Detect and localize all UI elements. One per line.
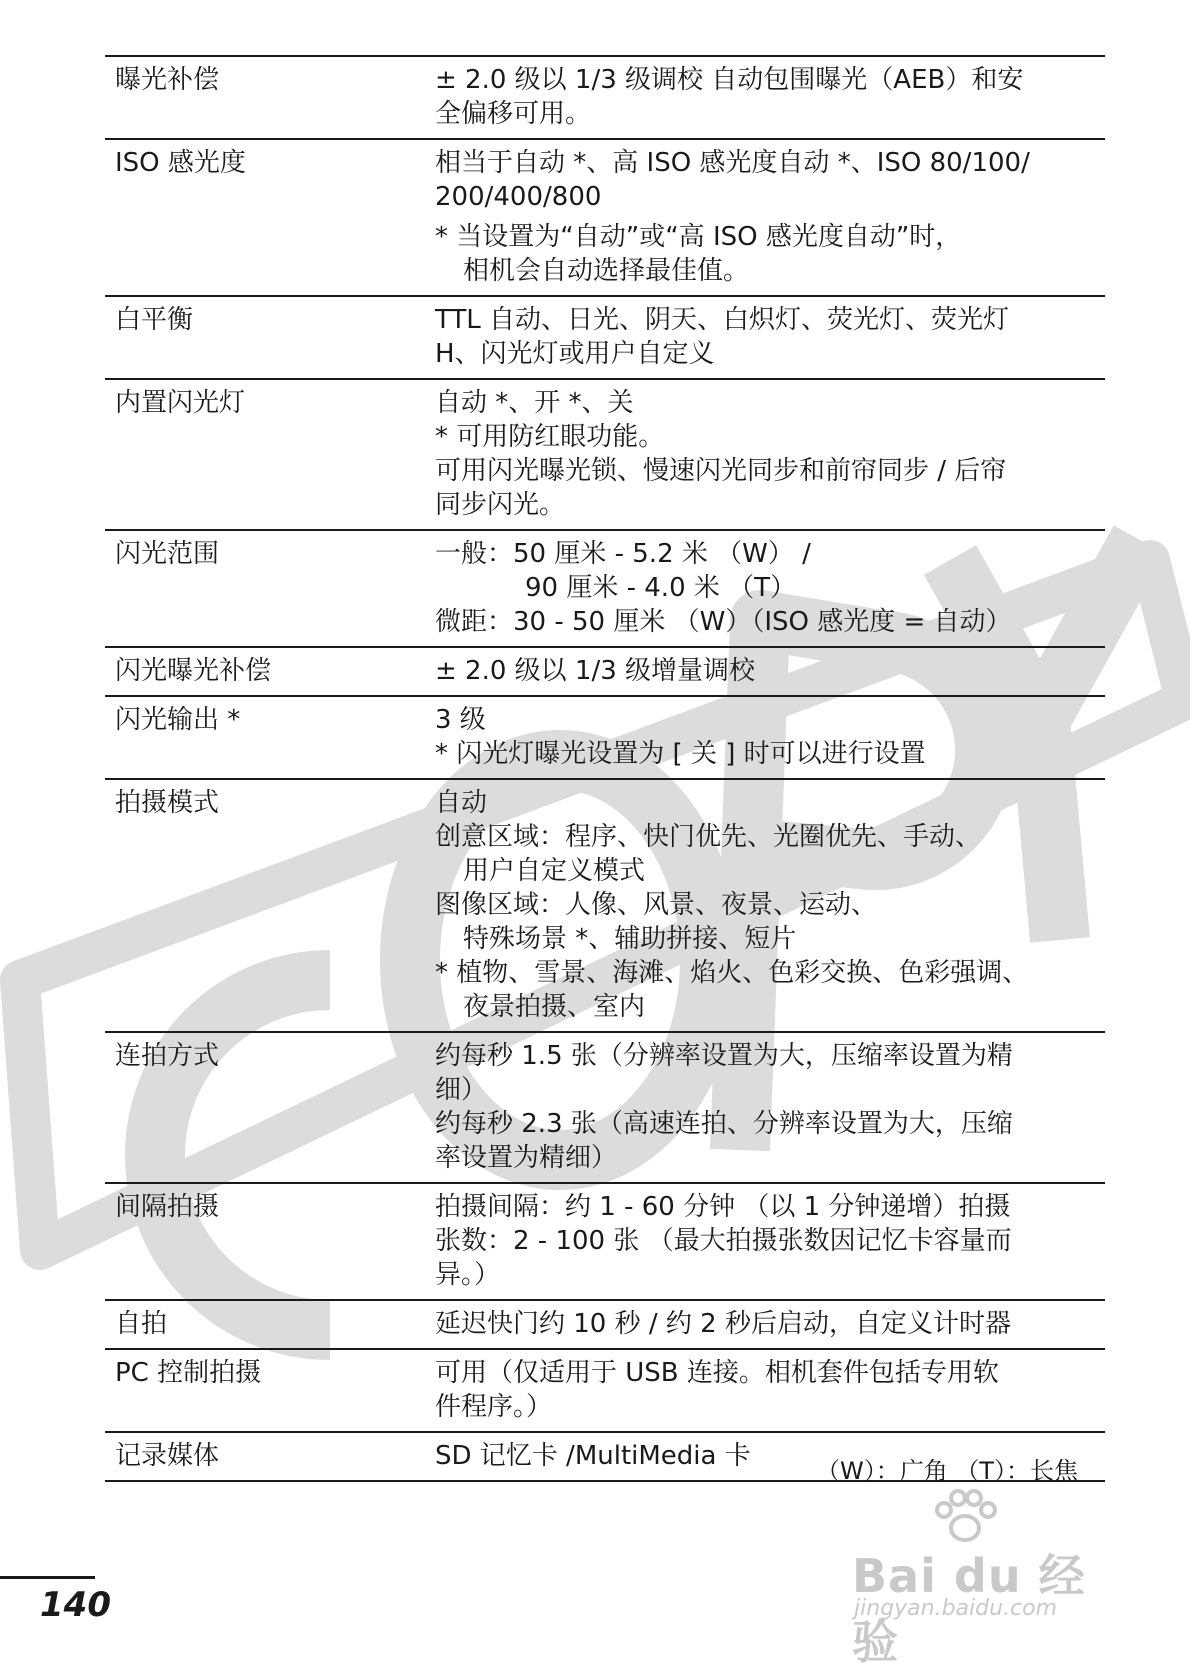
spec-row xyxy=(105,1301,1105,1350)
spec-row xyxy=(105,380,1105,531)
spec-value-line: 自动 xyxy=(435,788,488,818)
spec-value-line: * 可用防红眼功能。 xyxy=(435,422,665,452)
spec-value-line: 相当于自动 *、高 ISO 感光度自动 *、ISO 80/100/ xyxy=(435,148,1030,178)
spec-value-line: ± 2.0 级以 1/3 级调校 自动包围曝光（AEB）和安 xyxy=(435,65,1024,95)
spec-row xyxy=(105,780,1105,1033)
spec-value xyxy=(435,1039,1105,1175)
spec-value xyxy=(435,146,1105,288)
paw-icon xyxy=(930,1488,1000,1548)
spec-value-line: 创意区域：程序、快门优先、光圈优先、手动、 xyxy=(435,822,982,852)
spec-value-line: * 当设置为“自动”或“高 ISO 感光度自动”时， xyxy=(435,222,962,252)
spec-row xyxy=(105,1033,1105,1184)
spec-row xyxy=(105,297,1105,380)
spec-value-line: 延迟快门约 10 秒 / 约 2 秒后启动，自定义计时器 xyxy=(435,1309,1011,1339)
spec-value xyxy=(435,1356,1105,1424)
spec-value-line: * 闪光灯曝光设置为 [ 关 ] 时可以进行设置 xyxy=(435,739,926,769)
spec-value-line: 约每秒 2.3 张（高速连拍、分辨率设置为大，压缩 xyxy=(435,1109,1013,1139)
spec-value-line: 特殊场景 *、辅助拼接、短片 xyxy=(463,924,797,954)
spec-value-line: 一般：50 厘米 - 5.2 米 （W） / xyxy=(435,539,811,569)
spec-row xyxy=(105,57,1105,140)
spec-label: 闪光曝光补偿 xyxy=(115,656,272,686)
spec-row xyxy=(105,531,1105,648)
baidu-jingyan-logo xyxy=(852,1488,1102,1669)
spec-value-line: ± 2.0 级以 1/3 级增量调校 xyxy=(435,656,756,686)
spec-value-line: H、闪光灯或用户自定义 xyxy=(435,339,715,369)
spec-label: 拍摄模式 xyxy=(115,788,220,818)
spec-value-line: 可用闪光曝光锁、慢速闪光同步和前帘同步 / 后帘 xyxy=(435,456,1007,486)
spec-row xyxy=(105,1350,1105,1433)
spec-value-line: 细） xyxy=(435,1075,488,1105)
spec-label: 白平衡 xyxy=(115,305,194,335)
spec-value xyxy=(435,703,1105,771)
spec-value xyxy=(435,786,1105,1024)
spec-row xyxy=(105,697,1105,780)
spec-value-line: 拍摄间隔：约 1 - 60 分钟 （以 1 分钟递增）拍摄 xyxy=(435,1192,1011,1222)
spec-value-line: 相机会自动选择最佳值。 xyxy=(463,256,750,286)
baidu-url: jingyan.baidu.com xyxy=(854,1596,1058,1621)
spec-value-line: 微距：30 - 50 厘米 （W）（ISO 感光度 = 自动） xyxy=(435,607,1012,637)
spec-label: 曝光补偿 xyxy=(115,65,220,95)
spec-value-line: 图像区域：人像、风景、夜景、运动、 xyxy=(435,890,878,920)
spec-label: 连拍方式 xyxy=(115,1041,220,1071)
spec-value-line: 3 级 xyxy=(435,705,486,735)
spec-row xyxy=(105,140,1105,297)
page-number-rule xyxy=(0,1576,95,1579)
spec-value-line: 异。） xyxy=(435,1260,501,1290)
spec-value-line: 200/400/800 xyxy=(435,182,602,212)
page-number: 140 xyxy=(40,1585,111,1625)
spec-row xyxy=(105,648,1105,697)
spec-row xyxy=(105,1184,1105,1301)
spec-value-line: * 植物、雪景、海滩、焰火、色彩交换、色彩强调、 xyxy=(435,958,1029,988)
spec-value xyxy=(435,1190,1105,1292)
spec-value-line: 约每秒 1.5 张（分辨率设置为大，压缩率设置为精 xyxy=(435,1041,1013,1071)
spec-label: 记录媒体 xyxy=(115,1441,220,1471)
spec-value xyxy=(435,386,1105,522)
spec-label: 闪光范围 xyxy=(115,539,220,569)
spec-value-line: TTL 自动、日光、阴天、白炽灯、荧光灯、荧光灯 xyxy=(435,305,1010,335)
spec-value xyxy=(435,654,1105,688)
spec-value-line: 率设置为精细） xyxy=(435,1143,618,1173)
spec-label: 自拍 xyxy=(115,1309,168,1339)
spec-value-line: 全偏移可用。 xyxy=(435,99,592,129)
spec-value-line: 可用（仅适用于 USB 连接。相机套件包括专用软 xyxy=(435,1358,999,1388)
spec-table xyxy=(105,55,1105,1482)
spec-label: 闪光输出 * xyxy=(115,705,241,735)
spec-value xyxy=(435,63,1105,131)
spec-value-line: 90 厘米 - 4.0 米 （T） xyxy=(525,573,797,603)
spec-label: ISO 感光度 xyxy=(115,148,246,178)
spec-value-line: 件程序。） xyxy=(435,1392,553,1422)
spec-value-line: 用户自定义模式 xyxy=(463,856,646,886)
spec-value-line: 自动 *、开 *、关 xyxy=(435,388,634,418)
spec-value xyxy=(435,537,1105,639)
lens-legend: （W）：广角 （T）：长焦 xyxy=(815,1457,1078,1485)
spec-value xyxy=(435,303,1105,371)
spec-value xyxy=(435,1307,1105,1341)
spec-label: PC 控制拍摄 xyxy=(115,1358,262,1388)
spec-value-line: 夜景拍摄、室内 xyxy=(463,992,646,1022)
spec-label: 间隔拍摄 xyxy=(115,1192,220,1222)
spec-value-line: SD 记忆卡 /MultiMedia 卡 xyxy=(435,1441,751,1471)
spec-label: 内置闪光灯 xyxy=(115,388,246,418)
baidu-brand: Bai du 经验 xyxy=(852,1549,1086,1669)
spec-value-line: 张数：2 - 100 张 （最大拍摄张数因记忆卡容量而 xyxy=(435,1226,1012,1256)
spec-value-line: 同步闪光。 xyxy=(435,490,566,520)
